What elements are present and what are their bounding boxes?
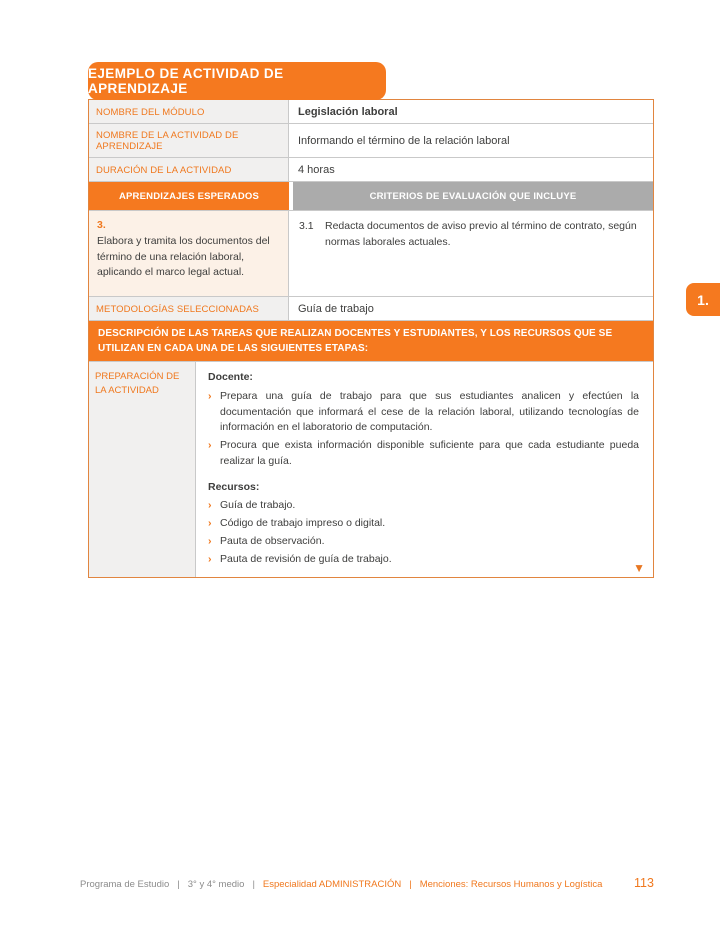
objective-cell bbox=[89, 211, 289, 296]
criterion-number: 3.1 bbox=[299, 220, 314, 232]
footer-grade: 3° y 4° medio bbox=[187, 879, 245, 890]
list-item bbox=[208, 534, 639, 550]
duration-label: DURACIÓN DE LA ACTIVIDAD bbox=[89, 158, 289, 181]
recursos-heading: Recursos: bbox=[208, 480, 260, 493]
preparation-label: PREPARACIÓN DE LA ACTIVIDAD bbox=[89, 362, 196, 577]
list-item bbox=[208, 498, 639, 514]
footer-separator: | bbox=[177, 879, 180, 890]
module-value: Legislación laboral bbox=[289, 100, 653, 123]
list-item bbox=[208, 438, 639, 470]
activity-example-badge: EJEMPLO DE ACTIVIDAD DE APRENDIZAJE bbox=[88, 62, 386, 100]
evaluation-criteria-header: CRITERIOS DE EVALUACIÓN QUE INCLUYE bbox=[293, 182, 653, 210]
bullet-marker-icon: › bbox=[208, 517, 212, 529]
expected-learning-header: APRENDIZAJES ESPERADOS bbox=[89, 182, 289, 210]
footer-separator: | bbox=[409, 879, 412, 890]
page-number: 113 bbox=[634, 876, 654, 890]
docente-heading: Docente: bbox=[208, 371, 253, 383]
criterion-cell bbox=[289, 211, 653, 296]
bullet-marker-icon: › bbox=[208, 389, 212, 402]
footer-separator: | bbox=[252, 879, 255, 890]
bullet-text: Procura que exista información disponible suficiente para que cada estudiante pueda realizar la guía. bbox=[220, 439, 639, 467]
objective-criterion-row bbox=[89, 211, 653, 297]
chapter-tab: 1. bbox=[686, 283, 720, 316]
table-row-methodology bbox=[89, 297, 653, 321]
activity-name-value: Informando el término de la relación laboral bbox=[289, 124, 653, 157]
module-label: NOMBRE DEL MÓDULO bbox=[89, 100, 289, 123]
objective-number: 3. bbox=[97, 219, 106, 231]
bullet-text: Pauta de revisión de guía de trabajo. bbox=[220, 552, 392, 565]
list-item bbox=[208, 552, 639, 568]
bullet-marker-icon: › bbox=[208, 552, 212, 565]
table-row-activity-name bbox=[89, 124, 653, 158]
description-banner: DESCRIPCIÓN DE LAS TAREAS QUE REALIZAN DOCENTES Y ESTUDIANTES, Y LOS RECURSOS QUE SE UTILIZAN EN CADA UNA DE LAS SIGUIENTES ETAPAS: bbox=[89, 321, 653, 362]
activity-table bbox=[88, 99, 654, 578]
table-header-row bbox=[89, 182, 653, 211]
criterion-text: Redacta documentos de aviso previo al término de contrato, según normas laborales actuales. bbox=[325, 220, 637, 248]
bullet-text: Guía de trabajo. bbox=[220, 499, 296, 512]
objective-text: Elabora y tramita los documentos del término de una relación laboral, aplicando el marco legal actual. bbox=[97, 234, 270, 279]
bullet-text: Pauta de observación. bbox=[220, 534, 325, 547]
duration-value: 4 horas bbox=[289, 158, 653, 181]
preparation-content bbox=[196, 362, 653, 577]
preparation-row bbox=[89, 362, 653, 577]
activity-name-label: NOMBRE DE LA ACTIVIDAD DE APRENDIZAJE bbox=[89, 124, 289, 157]
continuation-arrow-icon: ▼ bbox=[633, 561, 645, 576]
page-footer bbox=[80, 879, 602, 890]
bullet-marker-icon: › bbox=[208, 534, 212, 547]
recursos-bullet-list bbox=[208, 498, 639, 567]
methodology-value: Guía de trabajo bbox=[289, 297, 653, 320]
bullet-marker-icon: › bbox=[208, 439, 212, 451]
list-item bbox=[208, 516, 639, 532]
bullet-text: Prepara una guía de trabajo para que sus estudiantes analicen y efectúen la documentación que informará el cese de la relación laboral, utilizando tecnologías de información en el laboratorio de computación. bbox=[220, 389, 639, 434]
list-item bbox=[208, 389, 639, 436]
bullet-text: Código de trabajo impreso o digital. bbox=[220, 517, 386, 529]
footer-mentions: Menciones: Recursos Humanos y Logística bbox=[419, 879, 603, 890]
methodology-label: METODOLOGÍAS SELECCIONADAS bbox=[89, 297, 289, 320]
footer-specialty: Especialidad ADMINISTRACIÓN bbox=[262, 879, 402, 890]
table-row-duration bbox=[89, 158, 653, 182]
bullet-marker-icon: › bbox=[208, 499, 212, 512]
footer-program: Programa de Estudio bbox=[80, 879, 170, 890]
docente-bullet-list bbox=[208, 389, 639, 470]
table-row-module bbox=[89, 100, 653, 124]
